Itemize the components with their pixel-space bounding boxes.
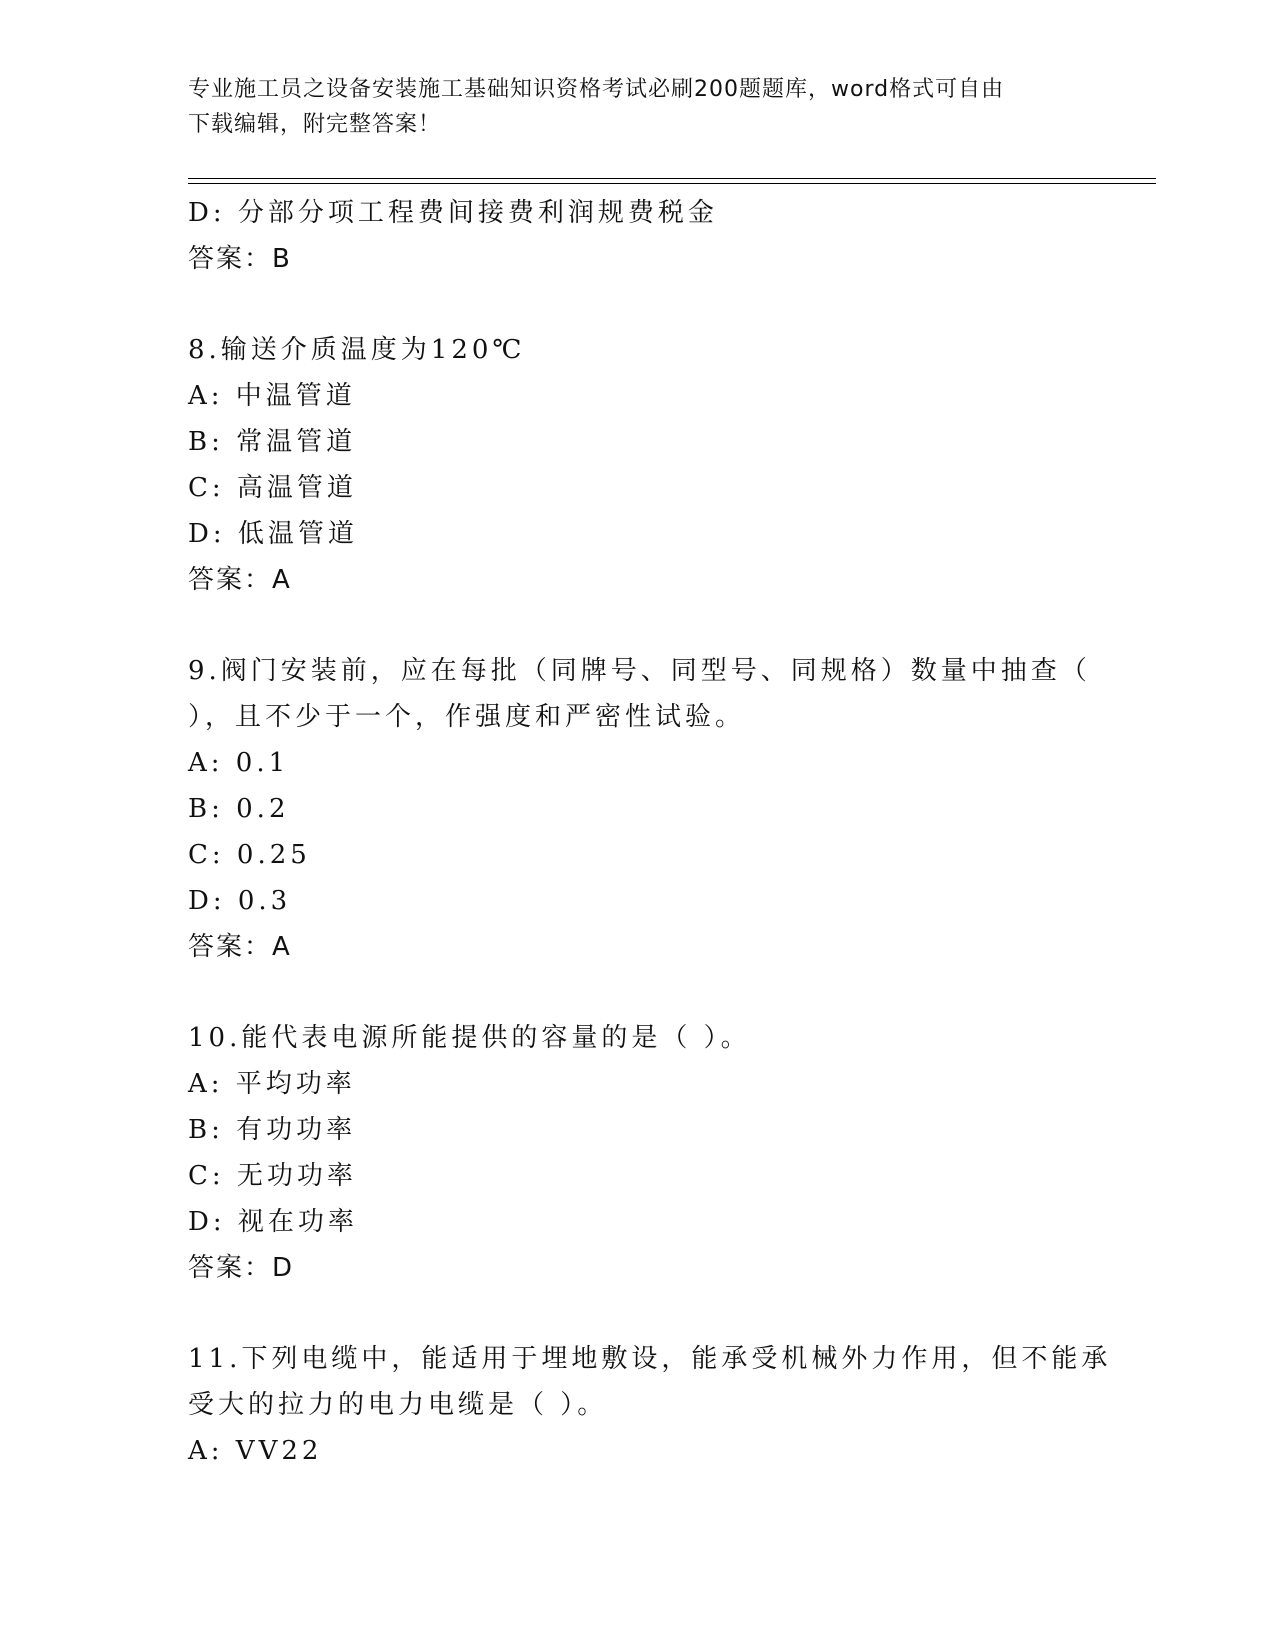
question-9 [188,648,1091,970]
option-c: C: 高温管道 [188,473,357,503]
question-stem-line-1: 11.下列电缆中，能适用于埋地敷设，能承受机械外力作用，但不能承 [188,1344,1112,1374]
option-d: D: 视在功率 [188,1207,358,1237]
spacer [188,282,1088,327]
option-a: A: 0.1 [188,748,290,778]
option-b: B: 有功功率 [188,1115,357,1145]
question-stem-line-2: ），且不少于一个，作强度和严密性试验。 [188,702,746,732]
document-header [188,72,1088,142]
question-8 [188,327,1088,603]
question-10 [188,1015,1088,1291]
option-d: D: 低温管道 [188,519,358,549]
answer-line: 答案：A [188,932,292,962]
option-c: C: 无功功率 [188,1161,357,1191]
question-stem: 8.输送介质温度为120℃ [188,335,526,365]
answer-line: 答案：B [188,244,292,274]
option-b: B: 常温管道 [188,427,357,457]
header-line-2: 下载编辑，附完整答案！ [188,112,442,137]
spacer [188,1291,1088,1336]
option-b: B: 0.2 [188,794,290,824]
option-a: A: 平均功率 [188,1069,356,1099]
spacer [188,603,1088,648]
question-stem-line-1: 9.阀门安装前，应在每批（同牌号、同型号、同规格）数量中抽查（ [188,656,1091,686]
question-stem: 10.能代表电源所能提供的容量的是（ ）。 [188,1023,751,1053]
header-divider-top [188,178,1156,179]
option-a: A: VV22 [188,1436,323,1466]
question-list [188,190,1112,1474]
question-7-tail [188,190,1088,282]
option-d: D: 分部分项工程费间接费利润规费税金 [188,198,718,228]
answer-line: 答案：D [188,1253,295,1283]
answer-line: 答案：A [188,565,292,595]
question-11 [188,1336,1112,1474]
spacer [188,970,1088,1015]
option-d: D: 0.3 [188,886,292,916]
option-a: A: 中温管道 [188,381,356,411]
option-c: C: 0.25 [188,840,311,870]
header-divider-bottom [188,183,1156,184]
header-line-1: 专业施工员之设备安装施工基础知识资格考试必刷200题题库，word格式可自由 [188,77,1005,102]
question-stem-line-2: 受大的拉力的电力电缆是（ ）。 [188,1390,608,1420]
